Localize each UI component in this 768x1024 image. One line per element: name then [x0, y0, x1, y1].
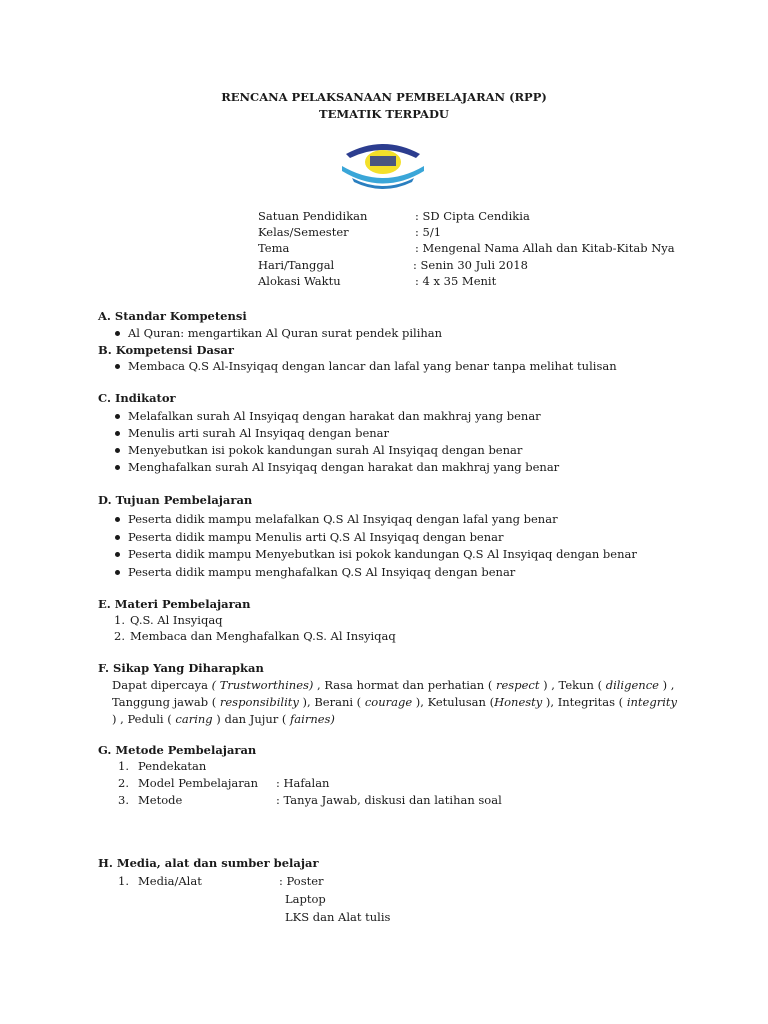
section-heading-f: F. Sikap Yang Diharapkan [98, 661, 264, 675]
identity-label-date: Hari/Tanggal [258, 258, 335, 272]
list-item-value: LKS dan Alat tulis [285, 910, 391, 924]
list-item-value: : Poster [279, 874, 324, 888]
list-item: Menulis arti surah Al Insyiqaq dengan benar [115, 426, 389, 440]
list-item: Metode [138, 793, 183, 807]
list-item: Peserta didik mampu Menyebutkan isi pokok kandungan Q.S Al Insyiqaq dengan benar [115, 547, 637, 561]
bullet-icon [115, 552, 120, 557]
attitudes-paragraph: Dapat dipercaya ( Trustworthines) , Rasa hormat dan perhatian ( respect ) , Tekun ( diligence ) , Tanggung jawab ( responsibility ), Berani ( courage ), Ketulusan (Honesty ), Integritas ( integrity ) , Peduli ( caring ) dan Jujur ( fairnes) [112, 678, 677, 726]
list-number: 1. [118, 759, 129, 773]
bullet-icon [115, 448, 120, 453]
list-item-value: Laptop [285, 892, 326, 906]
section-heading-g: G. Metode Pembelajaran [98, 743, 257, 757]
identity-value-school: : SD Cipta Cendikia [415, 209, 530, 223]
list-item: Melafalkan surah Al Insyiqaq dengan harakat dan makhraj yang benar [115, 409, 541, 423]
identity-label-theme: Tema [258, 241, 290, 255]
bullet-icon [115, 331, 120, 336]
section-heading-h: H. Media, alat dan sumber belajar [98, 856, 319, 870]
list-number: 2. [114, 629, 125, 643]
list-item: Pendekatan [138, 759, 207, 773]
list-number: 3. [118, 793, 129, 807]
list-item: Al Quran: mengartikan Al Quran surat pendek pilihan [115, 326, 442, 340]
list-number: 2. [118, 776, 129, 790]
bullet-icon [115, 431, 120, 436]
list-item: Peserta didik mampu melafalkan Q.S Al Insyiqaq dengan lafal yang benar [115, 512, 558, 526]
identity-label-class: Kelas/Semester [258, 225, 349, 239]
section-heading-a: A. Standar Kompetensi [98, 309, 247, 323]
section-heading-c: C. Indikator [98, 391, 176, 405]
bullet-icon [115, 570, 120, 575]
identity-label-school: Satuan Pendidikan [258, 209, 368, 223]
list-item-value: : Hafalan [276, 776, 330, 790]
identity-label-time: Alokasi Waktu [258, 274, 341, 288]
bullet-icon [115, 364, 120, 369]
school-logo [340, 140, 426, 196]
document-subtitle: TEMATIK TERPADU [319, 107, 449, 121]
identity-value-time: : 4 x 35 Menit [415, 274, 497, 288]
list-number: 1. [118, 874, 129, 888]
section-heading-b: B. Kompetensi Dasar [98, 343, 234, 357]
list-number: 1. [114, 613, 125, 627]
list-item: Membaca Q.S Al-Insyiqaq dengan lancar dan lafal yang benar tanpa melihat tulisan [115, 359, 617, 373]
list-item: Menyebutkan isi pokok kandungan surah Al Insyiqaq dengan benar [115, 443, 522, 457]
document-title: RENCANA PELAKSANAAN PEMBELAJARAN (RPP) [221, 90, 547, 104]
bullet-icon [115, 465, 120, 470]
identity-value-theme: : Mengenal Nama Allah dan Kitab-Kitab Nya [415, 241, 675, 255]
bullet-icon [115, 535, 120, 540]
list-item: Peserta didik mampu Menulis arti Q.S Al Insyiqaq dengan benar [115, 530, 504, 544]
bullet-icon [115, 414, 120, 419]
list-item: Membaca dan Menghafalkan Q.S. Al Insyiqaq [130, 629, 396, 643]
identity-value-class: : 5/1 [415, 225, 442, 239]
list-item: Peserta didik mampu menghafalkan Q.S Al Insyiqaq dengan benar [115, 565, 515, 579]
identity-value-date: : Senin 30 Juli 2018 [413, 258, 528, 272]
bullet-icon [115, 517, 120, 522]
section-heading-e: E. Materi Pembelajaran [98, 597, 251, 611]
list-item-value: : Tanya Jawab, diskusi dan latihan soal [276, 793, 502, 807]
list-item: Media/Alat [138, 874, 202, 888]
list-item: Menghafalkan surah Al Insyiqaq dengan harakat dan makhraj yang benar [115, 460, 559, 474]
list-item: Model Pembelajaran [138, 776, 259, 790]
list-item: Q.S. Al Insyiqaq [130, 613, 223, 627]
section-heading-d: D. Tujuan Pembelajaran [98, 493, 253, 507]
